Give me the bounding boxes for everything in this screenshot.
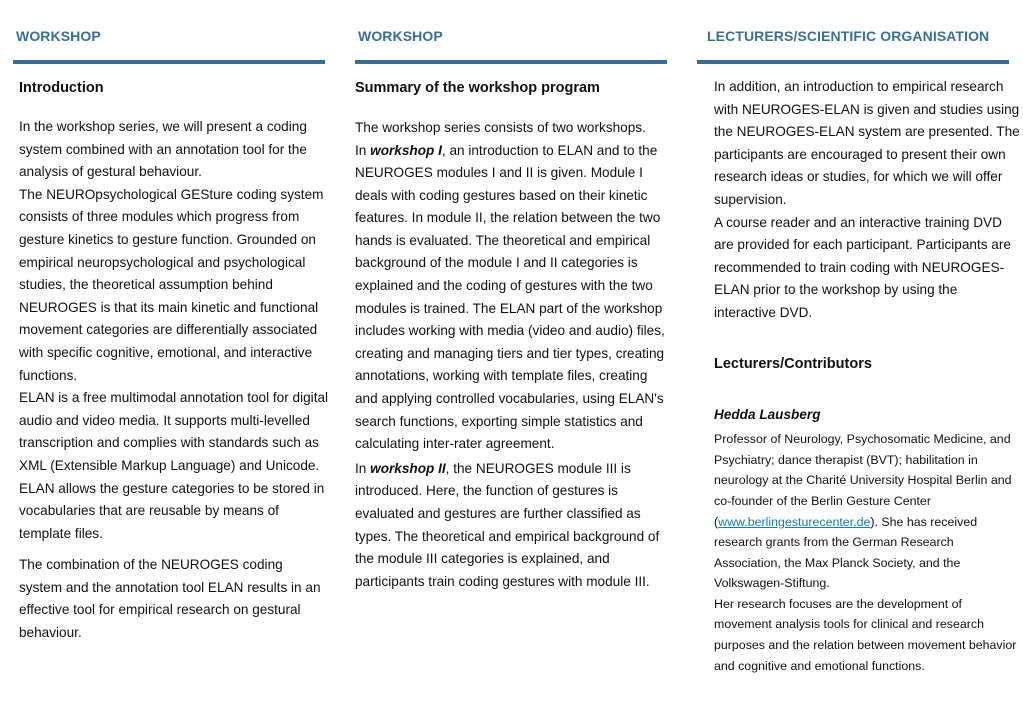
workshop-two-label: workshop II xyxy=(370,460,446,476)
bio-paragraph: Her research focuses are the development of movement analysis tools for clinical and research purposes and the relation between movement behavior and cognitive and emotional functions. xyxy=(714,596,1017,673)
section-title: Lecturers/Contributors xyxy=(714,355,872,372)
section-title: Introduction xyxy=(19,80,104,96)
paragraph: A course reader and an interactive training DVD are provided for each participant. Participants are recommended to train coding with NEUROGES-ELAN prior to the workshop by using the interactive DVD. xyxy=(714,214,1011,320)
header-divider xyxy=(697,60,1009,64)
paragraph: In addition, an introduction to empirical research with NEUROGES-ELAN is given and studies using the NEUROGES-ELAN system are presented. The participants are encouraged to present their own research ideas or studies, for which we will offer supervision. xyxy=(714,79,1020,207)
header-divider xyxy=(13,60,325,64)
bio-paragraph: Professor of Neurology, Psychosomatic Medicine, and Psychiatry; dance therapist (BVT); habilitation in neurology at the Charité University Hospital Berlin and co-founder of the Berlin Gesture Center (www.berlingesturecenter.de). She has received research grants from the German Research Association, the Max Planck Society, and the Volkswagen-Stiftung. xyxy=(714,432,1012,591)
workshop-one-paragraph: In workshop I, an introduction to ELAN and to the NEUROGES modules I and II is given. Module I deals with coding gestures based on their kinetic features. In module II, the relation between the two hands is evaluated. The theoretical and empirical background of the module I and II categories is explained and the coding of gestures with the two modules is trained. The ELAN part of the workshop includes working with media (video and audio) files, creating and managing tiers and tier types, creating annotations, working with template files, creating and applying controlled vocabularies, using ELAN's search functions, exporting simple statistics and calculating inter-rater agreement. xyxy=(355,142,665,452)
paragraph: ELAN is a free multimodal annotation tool for digital audio and video media. It supports multi-levelled transcription and complies with standards such as XML (Extensible Markup Language) and Unicode. ELAN allows the gesture categories to be stored in vocabularies that are reusable by means of template files. xyxy=(19,390,329,541)
website-link[interactable]: www.berlingesturecenter.de xyxy=(718,514,871,529)
column-body xyxy=(714,76,1023,676)
paragraph: The combination of the NEUROGES coding system and the annotation tool ELAN results in an effective tool for empirical research on gestural behaviour. xyxy=(19,557,321,641)
paragraph: In the workshop series, we will present a coding system combined with an annotation tool for the analysis of gestural behaviour. xyxy=(19,119,307,180)
column-header: WORKSHOP xyxy=(16,28,101,44)
header-divider xyxy=(355,60,667,64)
workshop-two-paragraph: In workshop II, the NEUROGES module III is introduced. Here, the function of gestures is evaluated and gestures are further classified as types. The theoretical and empirical background of the module III categories is explained, and participants train coding gestures with module III. xyxy=(355,460,660,589)
column-body xyxy=(19,76,329,645)
workshop-one-label: workshop I xyxy=(370,142,442,158)
paragraph: The workshop series consists of two workshops. xyxy=(355,120,646,135)
paragraph: The NEUROpsychological GESture coding system consists of three modules which progress from gesture kinetics to gesture function. Grounded on empirical neuropsychological and psychological studies, the theoretical assumption behind NEUROGES is that its main kinetic and functional movement categories are differentially associated with specific cognitive, emotional, and interactive functions. xyxy=(19,186,324,383)
column-body xyxy=(355,76,670,593)
lecturer-name: Hedda Lausberg xyxy=(714,406,821,422)
section-title: Summary of the workshop program xyxy=(355,80,600,96)
column-header: LECTURERS/SCIENTIFIC ORGANISATION xyxy=(707,28,990,44)
column-header: WORKSHOP xyxy=(358,28,443,44)
lecturer-bio xyxy=(714,429,1023,676)
